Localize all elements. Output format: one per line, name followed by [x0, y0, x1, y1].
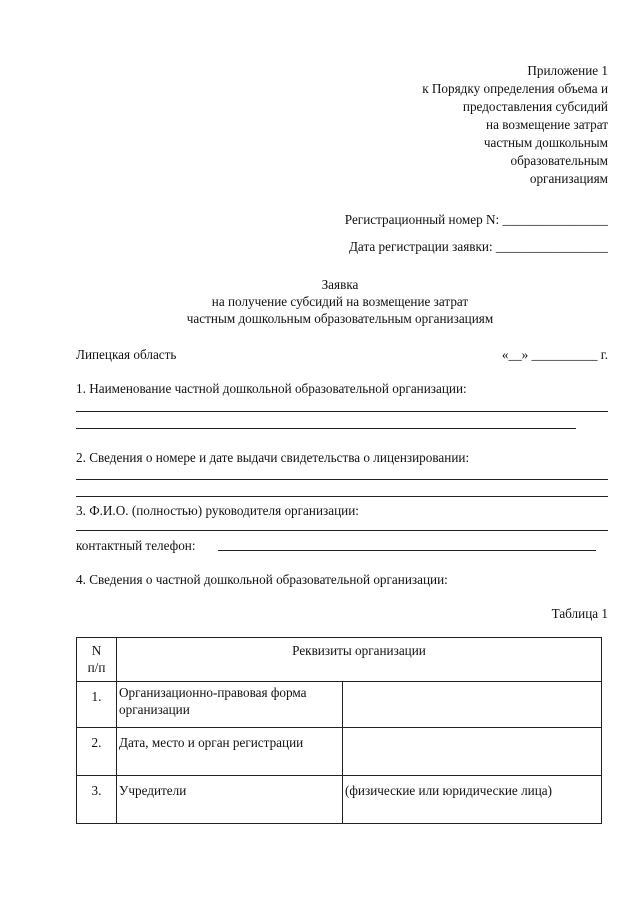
fill-line [76, 428, 576, 429]
appendix-line: организациям [529, 171, 608, 186]
fill-line [76, 530, 608, 531]
table-row [77, 728, 602, 776]
row-value [343, 682, 602, 728]
appendix-note [422, 62, 608, 188]
appendix-line: частным дошкольным [483, 135, 608, 150]
document-subtitle: частным дошкольным образовательным организациям [186, 311, 494, 326]
row-number: 1. [77, 682, 117, 728]
section-2-label: 2. Сведения о номере и дате выдачи свидетельства о лицензировании: [76, 450, 470, 465]
appendix-line: к Порядку определения объема и [422, 81, 608, 96]
header-title-cell: Реквизиты организации [117, 638, 602, 682]
fill-line [218, 550, 596, 551]
row-label: Учредители [117, 776, 343, 824]
row-number: 3. [77, 776, 117, 824]
region-label: Липецкая область [76, 347, 177, 362]
appendix-line: образовательным [510, 153, 608, 168]
table-caption: Таблица 1 [551, 606, 608, 621]
application-date-field: «__» __________ г. [501, 347, 608, 362]
header-number-line: N [91, 643, 102, 658]
registration-number-field: Регистрационный номер N: ________________ [344, 212, 608, 227]
row-label: Дата, место и орган регистрации [117, 728, 343, 776]
fill-line [76, 411, 608, 412]
phone-label: контактный телефон: [76, 538, 196, 553]
header-number-cell [77, 638, 117, 682]
row-value [343, 728, 602, 776]
appendix-line: предоставления субсидий [462, 99, 608, 114]
fill-line [76, 496, 608, 497]
row-number: 2. [77, 728, 117, 776]
table-header-row [77, 638, 602, 682]
document-title: Заявка [321, 277, 359, 292]
header-number-line: п/п [87, 660, 106, 675]
fill-line [76, 479, 608, 480]
appendix-line: Приложение 1 [527, 63, 608, 78]
table-row [77, 682, 602, 728]
appendix-line: на возмещение затрат [486, 117, 608, 132]
section-1-label: 1. Наименование частной дошкольной образовательной организации: [76, 381, 467, 396]
row-label: Организационно-правовая форма организации [117, 682, 343, 728]
document-subtitle: на получение субсидий на возмещение затрат [211, 294, 469, 309]
requisites-table [76, 637, 602, 824]
section-4-label: 4. Сведения о частной дошкольной образовательной организации: [76, 572, 448, 587]
table-row [77, 776, 602, 824]
registration-date-field: Дата регистрации заявки: _________________ [348, 239, 608, 254]
row-value: (физические или юридические лица) [343, 776, 602, 824]
section-3-label: 3. Ф.И.О. (полностью) руководителя организации: [76, 503, 359, 518]
